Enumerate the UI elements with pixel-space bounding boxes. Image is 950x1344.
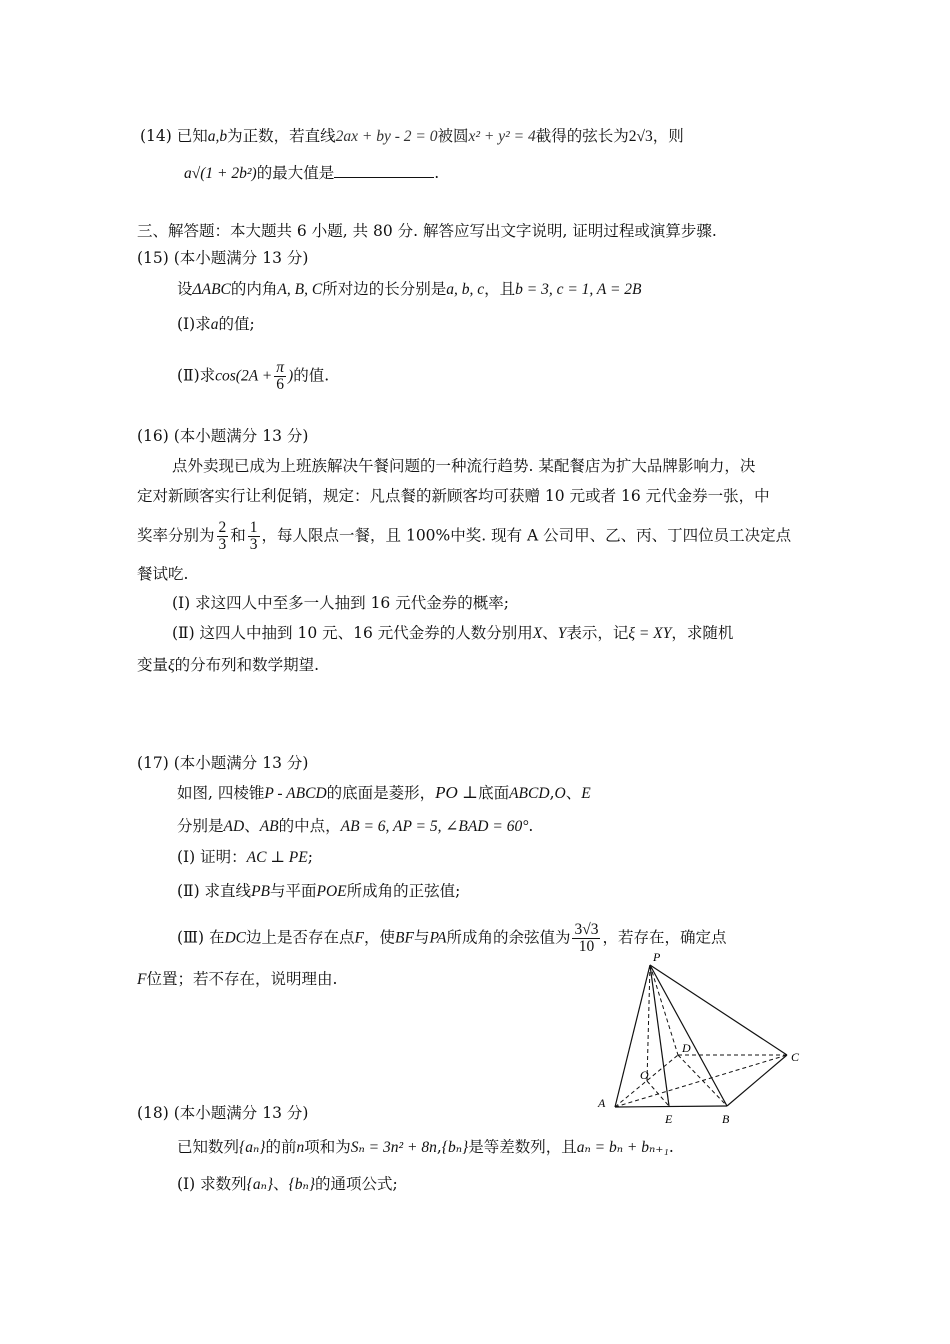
q17-part1: (Ⅰ) 证明：AC ⊥ PE;: [177, 848, 313, 866]
edge-PD: [650, 965, 678, 1055]
q14-label: (14): [140, 127, 172, 145]
label-A: A: [598, 1096, 606, 1110]
cosine-fraction: $\frac{3√3}{10}$: [574, 921, 599, 955]
fraction-two-thirds: $\frac{2}{3}$: [218, 519, 227, 553]
edge-AB: [615, 1106, 727, 1107]
q15-part1: (Ⅰ)求a的值;: [177, 315, 255, 333]
q17-header: (17) (本小题满分 13 分): [137, 754, 309, 772]
pi-over-6-fraction: $\frac{\pi}{6}$: [276, 359, 285, 393]
edge-DB: [678, 1055, 727, 1106]
answer-blank: [334, 163, 434, 178]
q17-line1: 如图, 四棱锥P - ABCD的底面是菱形，PO ⊥底面ABCD,O、E: [177, 783, 591, 802]
q16-line3: 奖率分别为 $\frac{2}{3}$ 和 $\frac{1}{3}$ ，每人限点一餐，且 100%中奖. 现有 A 公司甲、乙、丙、丁四位员工决定点: [137, 519, 792, 553]
q16-line2: 定对新顾客实行让利促销，规定：凡点餐的新顾客均可获赠 10 元或者 16 元代金券一张，中: [137, 487, 770, 505]
label-O: O: [640, 1068, 649, 1082]
q16-part1: (Ⅰ) 求这四人中至多一人抽到 16 元代金券的概率;: [172, 594, 509, 612]
edge-PC: [650, 965, 787, 1055]
q17-part2: (Ⅱ) 求直线PB与平面POE所成角的正弦值;: [177, 882, 461, 900]
label-B: B: [722, 1112, 730, 1126]
edge-PA: [615, 965, 650, 1107]
section-title: 三、解答题：本大题共 6 小题, 共 80 分. 解答应写出文字说明, 证明过程或演算步骤.: [137, 222, 717, 240]
edge-BC: [727, 1055, 787, 1106]
line-equation: 2ax + by - 2 = 0: [335, 128, 438, 145]
q16-part2-line2: 变量ξ的分布列和数学期望.: [137, 656, 320, 674]
target-expression: a√(1 + 2b²): [184, 165, 257, 182]
pyramid-figure: [590, 945, 810, 1130]
q17-part3-line2: F位置；若不存在，说明理由.: [137, 970, 338, 988]
label-C: C: [791, 1050, 800, 1064]
edge-PB: [650, 965, 727, 1106]
edge-PO: [647, 965, 650, 1081]
q16-header: (16) (本小题满分 13 分): [137, 427, 309, 445]
q17-line2: 分别是AD、AB的中点，AB = 6, AP = 5, ∠BAD = 60°.: [177, 817, 534, 835]
q14-line2: a√(1 + 2b²)的最大值是 .: [184, 164, 440, 182]
q18-header: (18) (本小题满分 13 分): [137, 1104, 309, 1122]
fraction-one-third: $\frac{1}{3}$: [249, 519, 258, 553]
label-D: D: [682, 1041, 691, 1055]
label-P: P: [653, 950, 661, 964]
q16-line1: 点外卖现已成为上班族解决午餐问题的一种流行趋势. 某配餐店为扩大品牌影响力，决: [172, 457, 756, 475]
q18-part1: (Ⅰ) 求数列{aₙ}、{bₙ}的通项公式;: [177, 1175, 398, 1193]
q14-line1: (14) 已知a,b为正数，若直线2ax + by - 2 = 0被圆x² + y² = 4截得的弦长为2√3，则: [140, 127, 684, 145]
q15-stem: 设ΔABC的内角A, B, C所对边的长分别是a, b, c，且b = 3, c = 1, A = 2B: [177, 280, 642, 298]
q17-part3: (Ⅲ) 在DC边上是否存在点F，使BF与PA所成角的余弦值为 $\frac{3√3}{10}$ ，若存在，确定点: [177, 921, 727, 955]
q15-header: (15) (本小题满分 13 分): [137, 249, 309, 267]
circle-equation: x² + y² = 4: [468, 128, 536, 145]
q15-part2: (Ⅱ)求cos(2A + $\frac{\pi}{6}$ )的值.: [177, 359, 330, 393]
q16-part2: (Ⅱ) 这四人中抽到 10 元、16 元代金券的人数分别用X、Y表示，记ξ = XY，求随机: [172, 624, 734, 642]
q18-line1: 已知数列{aₙ}的前n项和为Sₙ = 3n² + 8n,{bₙ}是等差数列，且aₙ = bₙ + bₙ₊₁.: [177, 1138, 674, 1156]
label-E: E: [665, 1112, 673, 1126]
edge-PE: [650, 965, 669, 1106]
q16-line4: 餐试吃.: [137, 565, 189, 583]
